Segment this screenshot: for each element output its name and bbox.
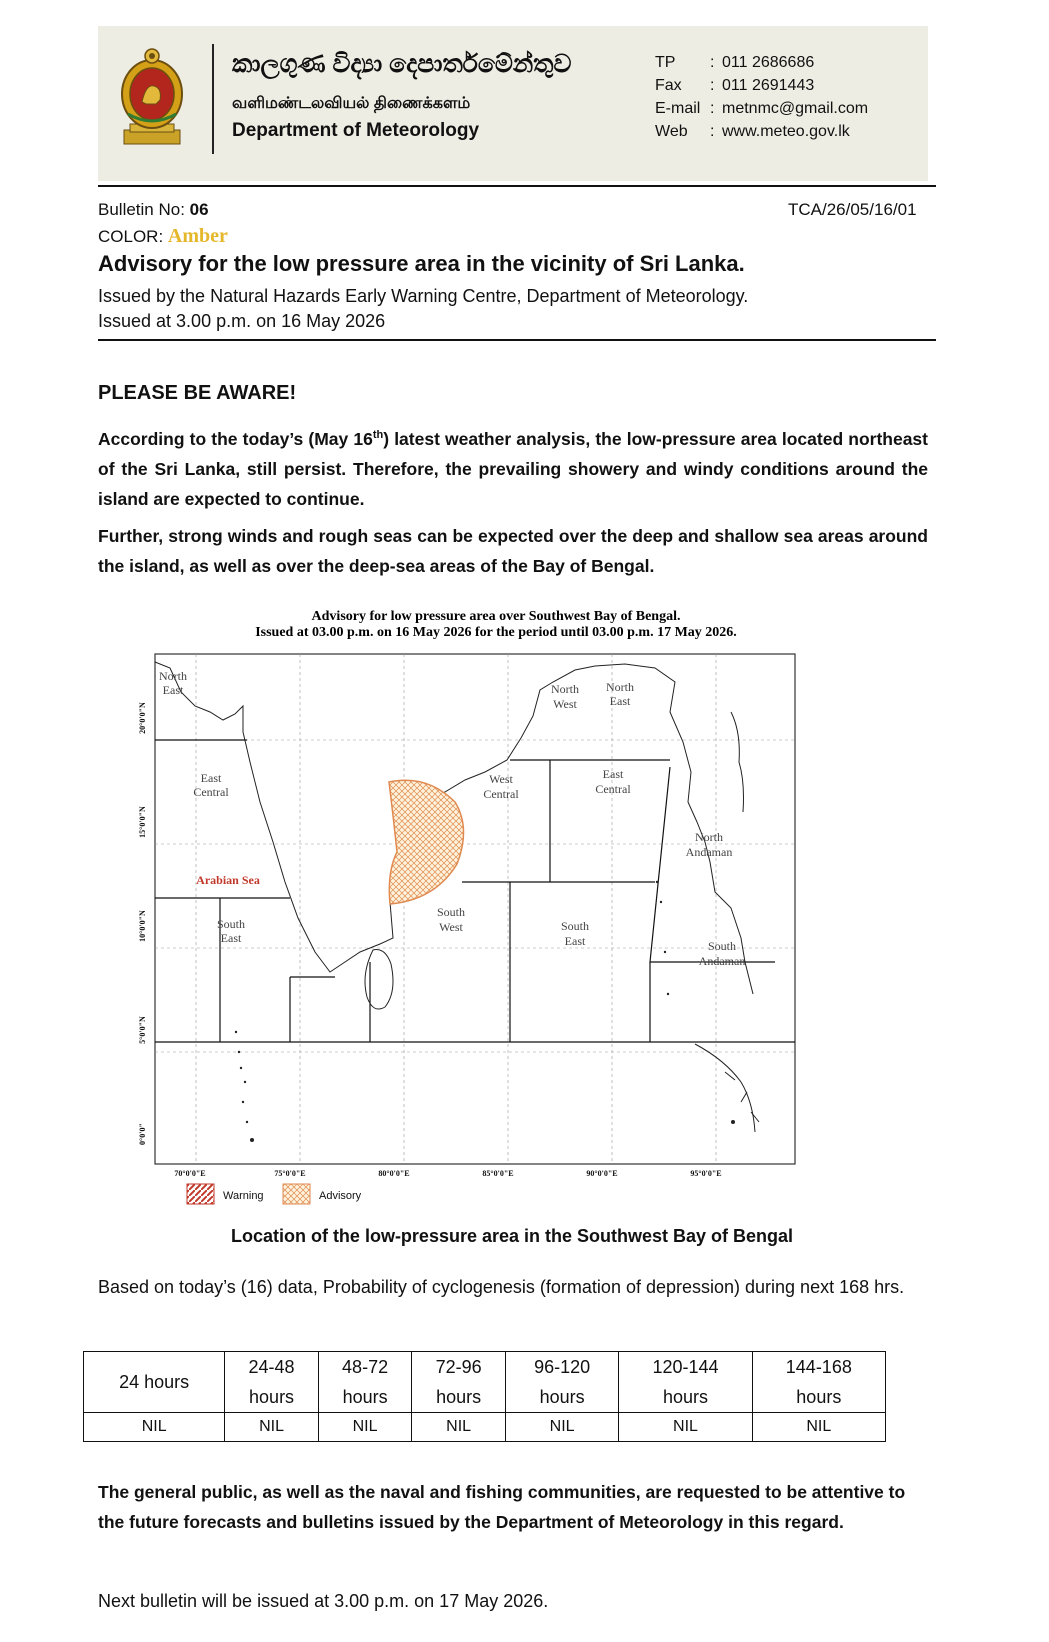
region-label: South xyxy=(436,905,466,919)
advisory-swatch xyxy=(283,1184,310,1204)
cyclogenesis-probability-table xyxy=(83,1351,886,1442)
analysis-paragraph xyxy=(98,420,928,514)
region-label: West xyxy=(489,772,513,786)
org-name-tamil: வளிமண்டலவியல் திணைக்களம் xyxy=(232,95,471,112)
lon-label: 75°0'0"E xyxy=(274,1169,306,1178)
region-label: West xyxy=(439,920,463,934)
table-cell: NIL xyxy=(752,1413,885,1442)
org-name-english: Department of Meteorology xyxy=(232,120,480,141)
table-cell: NIL xyxy=(505,1413,618,1442)
map-title-line2: Issued at 03.00 p.m. on 16 May 2026 for the period until 03.00 p.m. 17 May 2026. xyxy=(255,625,737,640)
probability-text: Based on today’s (16) data, Probability of cyclogenesis (formation of depression) during next 168 hrs. xyxy=(98,1277,905,1297)
lat-label: 10°0'0"N xyxy=(138,910,147,942)
region-label: West xyxy=(553,697,577,711)
winds-paragraph: Further, strong winds and rough seas can be expected over the deep and shallow sea areas around the island, as well as over the deep-sea areas of the Bay of Bengal. xyxy=(98,526,928,576)
header-text: hours xyxy=(539,1387,585,1407)
bulletin-color xyxy=(98,225,228,248)
contact-value[interactable]: www.meteo.gov.lk xyxy=(722,123,850,140)
contact-label: TP xyxy=(655,54,676,71)
contact-web: Web : www.meteo.gov.lk xyxy=(655,123,850,140)
region-label: South xyxy=(707,939,737,953)
table-cell: NIL xyxy=(225,1413,319,1442)
header-divider xyxy=(212,44,214,154)
bulletin-reference: TCA/26/05/16/01 xyxy=(788,200,917,219)
table-cell: NIL xyxy=(84,1413,225,1442)
table-row xyxy=(84,1413,886,1442)
region-label: North xyxy=(606,680,634,694)
table-header-row xyxy=(84,1352,886,1413)
header-text: 120-144 xyxy=(652,1357,719,1377)
region-label: North xyxy=(551,682,579,696)
legend-warning: Warning xyxy=(223,1190,264,1202)
advisory-map xyxy=(135,602,815,1207)
contact-value: 011 2686686 xyxy=(722,54,815,71)
table-header-cell xyxy=(225,1352,319,1413)
bulletin-number-value: 06 xyxy=(189,200,209,219)
lon-label: 80°0'0"E xyxy=(378,1169,410,1178)
contact-phone: TP : 011 2686686 xyxy=(655,54,815,71)
table-cell: NIL xyxy=(318,1413,412,1442)
lon-label: 90°0'0"E xyxy=(586,1169,618,1178)
latitude-labels xyxy=(138,702,147,1145)
header-text: 24 hours xyxy=(119,1372,190,1392)
region-label: South xyxy=(560,919,590,933)
color-label: COLOR: xyxy=(98,227,164,246)
sri-lanka-emblem-icon xyxy=(116,44,188,148)
lon-label: 70°0'0"E xyxy=(174,1169,206,1178)
header-rule xyxy=(98,185,936,187)
page-title: Advisory for the low pressure area in the vicinity of Sri Lanka. xyxy=(98,251,745,276)
region-label: South xyxy=(216,917,246,931)
region-label: North xyxy=(695,830,723,844)
region-label: North xyxy=(159,669,187,683)
region-label: East xyxy=(162,683,184,697)
lat-label: 0°0'0" xyxy=(138,1123,147,1145)
region-label: East xyxy=(609,694,631,708)
header-text: 48-72 xyxy=(342,1357,389,1377)
table-header-cell xyxy=(619,1352,752,1413)
region-label: Andaman xyxy=(698,954,746,968)
lon-label: 95°0'0"E xyxy=(690,1169,722,1178)
region-label: East xyxy=(220,931,242,945)
legend-advisory: Advisory xyxy=(319,1190,362,1202)
region-label: East xyxy=(564,934,586,948)
region-label: Central xyxy=(483,787,519,801)
lat-label: 15°0'0"N xyxy=(138,806,147,838)
closing-paragraph: The general public, as well as the naval and fishing communities, are requested to be attentive to the future forecasts and bulletins issued by the Department of Meteorology in this regard. xyxy=(98,1482,906,1532)
next-bulletin: Next bulletin will be issued at 3.00 p.m. on 17 May 2026. xyxy=(98,1591,549,1611)
para-superscript: th xyxy=(372,429,384,441)
table-header-cell xyxy=(84,1352,225,1413)
map-frame xyxy=(155,654,795,1164)
map-caption: Location of the low-pressure area in the Southwest Bay of Bengal xyxy=(230,1226,794,1246)
header-text: hours xyxy=(436,1387,482,1407)
org-name-sinhala: කාලගුණ විද්‍යා දෙපාර්තමේන්තුව xyxy=(232,50,572,78)
table-cell: NIL xyxy=(412,1413,506,1442)
aware-heading: PLEASE BE AWARE! xyxy=(98,382,297,404)
table-header-cell xyxy=(318,1352,412,1413)
region-label: East xyxy=(200,771,222,785)
table-header-cell xyxy=(412,1352,506,1413)
table-cell: NIL xyxy=(619,1413,752,1442)
region-label: Central xyxy=(193,785,229,799)
header-text: hours xyxy=(662,1387,708,1407)
region-label: Central xyxy=(595,782,631,796)
contact-label: Web xyxy=(655,123,688,140)
para-text: ) latest weather analysis, the low-pressure area located northeast of the Sri Lanka, still persist. Therefore, the prevailing showery and windy conditions around the island are expected to continue. xyxy=(98,428,928,509)
lat-label: 20°0'0"N xyxy=(138,702,147,734)
contact-value: 011 2691443 xyxy=(722,77,815,94)
lon-label: 85°0'0"E xyxy=(482,1169,514,1178)
header-text: 72-96 xyxy=(435,1357,482,1377)
issued-at: Issued at 3.00 p.m. on 16 May 2026 xyxy=(98,311,386,331)
longitude-labels xyxy=(174,1169,721,1178)
header-text: 96-120 xyxy=(534,1357,591,1377)
header-text: 144-168 xyxy=(785,1357,852,1377)
map-title-line1: Advisory for low pressure area over Southwest Bay of Bengal. xyxy=(311,609,681,624)
para-text: According to the today’s (May 16 xyxy=(98,428,373,449)
contact-label: E-mail xyxy=(655,100,701,117)
header-text: hours xyxy=(796,1387,842,1407)
table-header-cell xyxy=(505,1352,618,1413)
header-text: hours xyxy=(342,1387,388,1407)
header-text: hours xyxy=(249,1387,295,1407)
bulletin-number-label: Bulletin No: xyxy=(98,200,185,219)
title-rule xyxy=(98,339,936,341)
region-label: Andaman xyxy=(685,845,733,859)
lat-label: 5°0'0"N xyxy=(138,1016,147,1044)
warning-swatch xyxy=(187,1184,214,1204)
issued-by: Issued by the Natural Hazards Early Warning Centre, Department of Meteorology. xyxy=(98,286,749,306)
bulletin-number xyxy=(98,200,209,220)
contact-email: E-mail : metnmc@gmail.com xyxy=(655,100,869,117)
contact-label: Fax xyxy=(655,77,682,94)
color-value: Amber xyxy=(167,225,228,247)
region-label: East xyxy=(602,767,624,781)
contact-value[interactable]: metnmc@gmail.com xyxy=(722,100,869,117)
arabian-sea-label: Arabian Sea xyxy=(196,873,260,887)
header-text: 24-48 xyxy=(248,1357,295,1377)
contact-fax: Fax : 011 2691443 xyxy=(655,77,815,94)
table-header-cell xyxy=(752,1352,885,1413)
